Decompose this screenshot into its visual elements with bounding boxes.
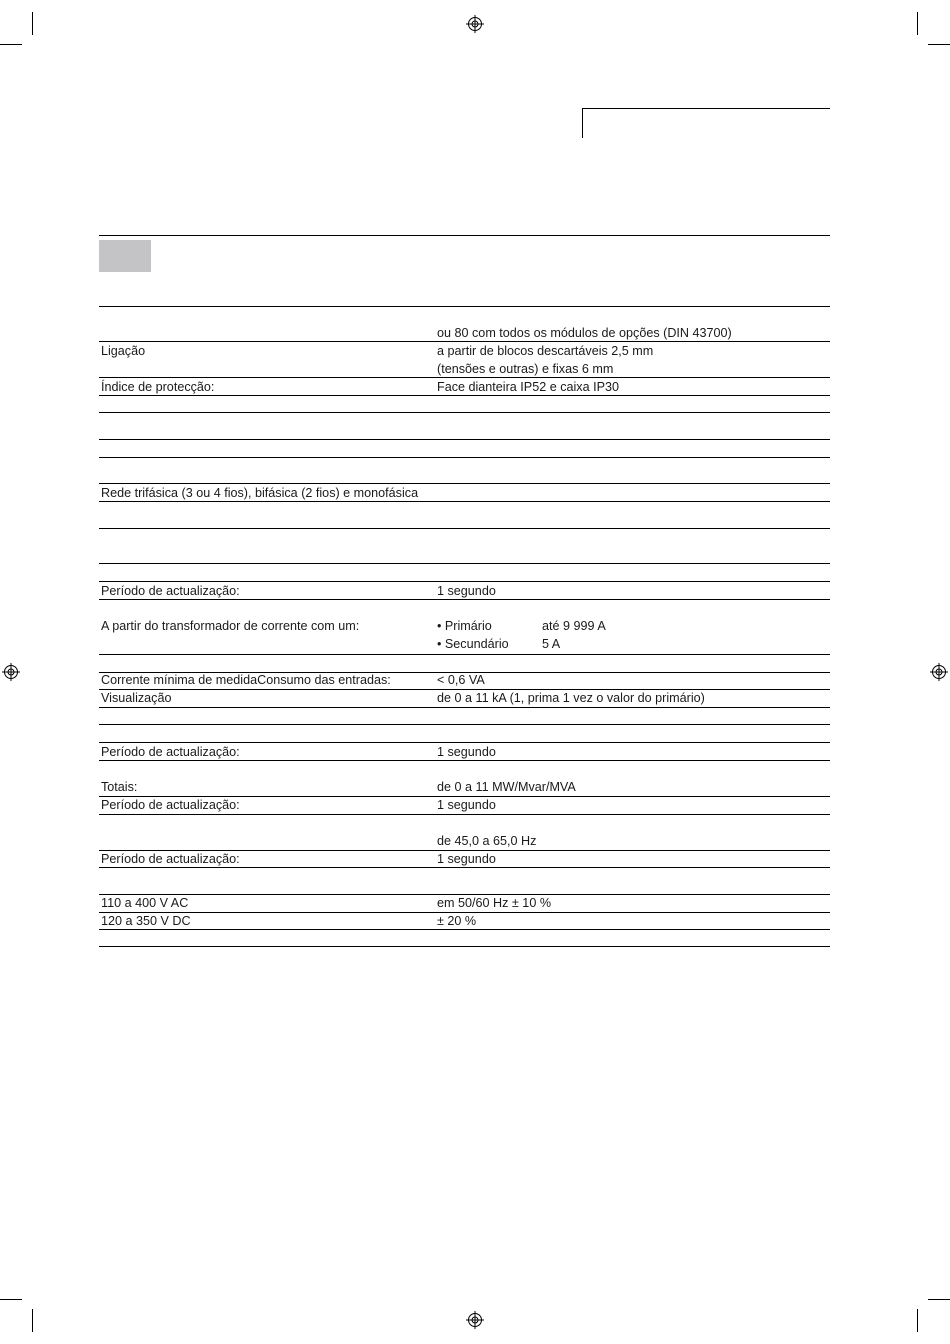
row-divider (99, 599, 830, 600)
spec-value: 1 segundo (437, 584, 496, 598)
spec-value: (tensões e outras) e fixas 6 mm (437, 362, 614, 376)
crop-mark-br-h (928, 1299, 950, 1300)
crop-mark-br-v (917, 1309, 918, 1332)
spec-value: de 45,0 a 65,0 Hz (437, 834, 537, 848)
spec-label: Visualização (101, 691, 172, 705)
spec-label: Período de actualização: (101, 584, 240, 598)
spec-value: 1 segundo (437, 852, 496, 866)
spec-value: até 9 999 A (542, 619, 606, 633)
row-divider (99, 760, 830, 761)
spec-label: A partir do transformador de corrente com um: (101, 619, 360, 633)
registration-mark-icon (2, 663, 20, 681)
crop-mark-tr-h (928, 44, 950, 45)
spec-label: 110 a 400 V AC (101, 896, 189, 910)
crop-mark-bl-v (32, 1309, 33, 1332)
row-divider (99, 929, 830, 930)
table-top-rule (99, 235, 830, 236)
spec-sublabel: • Primário (437, 619, 492, 633)
header-bracket-vertical (582, 108, 583, 138)
row-divider (99, 912, 830, 913)
spec-label: 120 a 350 V DC (101, 914, 191, 928)
spec-value: de 0 a 11 MW/Mvar/MVA (437, 780, 576, 794)
registration-mark-icon (930, 663, 948, 681)
spec-label: Totais: (101, 780, 138, 794)
row-divider (99, 457, 830, 458)
crop-mark-bl-h (0, 1299, 22, 1300)
spec-value: 1 segundo (437, 745, 496, 759)
row-divider (99, 439, 830, 440)
row-divider (99, 501, 830, 502)
spec-label: Período de actualização: (101, 798, 240, 812)
row-divider (99, 395, 830, 396)
row-divider (99, 341, 830, 342)
row-divider (99, 850, 830, 851)
row-divider (99, 894, 830, 895)
spec-label: Rede trifásica (3 ou 4 fios), bifásica (2 fios) e monofásica (101, 486, 419, 500)
crop-mark-tl-h (0, 44, 22, 45)
section-number-box (99, 240, 151, 272)
row-divider (99, 867, 830, 868)
spec-value: 1 segundo (437, 798, 496, 812)
row-divider (99, 581, 830, 582)
row-divider (99, 563, 830, 564)
row-divider (99, 412, 830, 413)
header-bracket-horizontal (582, 108, 830, 109)
row-divider (99, 814, 830, 815)
table-bottom-rule (99, 946, 830, 947)
row-divider (99, 377, 830, 378)
spec-sublabel: • Secundário (437, 637, 509, 651)
spec-label: Período de actualização: (101, 745, 240, 759)
spec-label: Período de actualização: (101, 852, 240, 866)
spec-value: a partir de blocos descartáveis 2,5 mm (437, 344, 654, 358)
spec-value: ou 80 com todos os módulos de opções (DIN 43700) (437, 326, 732, 340)
row-divider (99, 306, 830, 307)
spec-value: ± 20 % (437, 914, 477, 928)
row-divider (99, 742, 830, 743)
spec-value: Face dianteira IP52 e caixa IP30 (437, 380, 620, 394)
row-divider (99, 707, 830, 708)
row-divider (99, 528, 830, 529)
spec-label: Índice de protecção: (101, 380, 215, 394)
spec-value: < 0,6 VA (437, 673, 485, 687)
row-divider (99, 654, 830, 655)
registration-mark-icon (466, 15, 484, 33)
crop-mark-tr-v (917, 12, 918, 35)
row-divider (99, 689, 830, 690)
spec-label: Corrente mínima de medidaConsumo das entradas: (101, 673, 391, 687)
registration-mark-icon (466, 1311, 484, 1329)
row-divider (99, 483, 830, 484)
row-divider (99, 724, 830, 725)
crop-mark-tl-v (32, 12, 33, 35)
spec-value: em 50/60 Hz ± 10 % (437, 896, 552, 910)
row-divider (99, 796, 830, 797)
spec-label: Ligação (101, 344, 146, 358)
spec-value: 5 A (542, 637, 561, 651)
spec-value: de 0 a 11 kA (1, prima 1 vez o valor do primário) (437, 691, 705, 705)
